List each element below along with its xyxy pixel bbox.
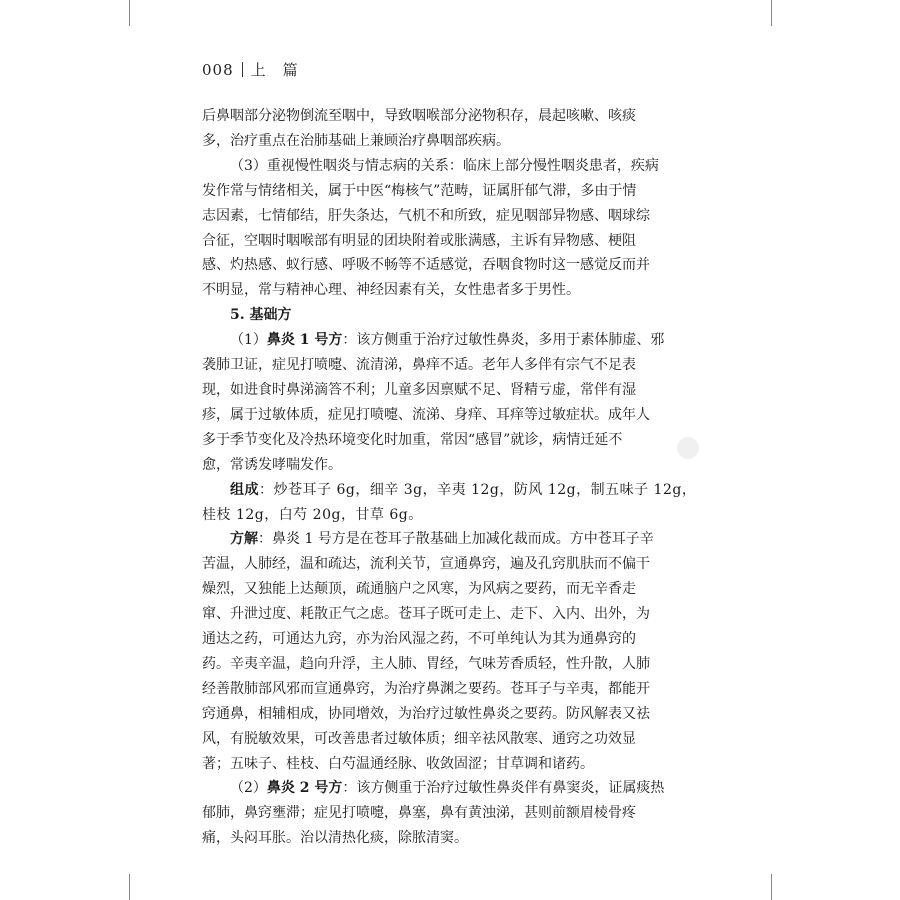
crop-mark-bottom-right	[771, 874, 772, 900]
text-line: 经善散肺部风邪而宣通鼻窍，为治疗鼻渊之要药。苍耳子与辛夷，都能开	[202, 680, 650, 697]
formula-name: 鼻炎 1 号方	[266, 332, 343, 349]
text-line: 燥烈，又独能上达颠顶，疏通脑户之风寒，为风病之要药，而无辛香走	[202, 581, 636, 598]
composition-label: 组成	[230, 481, 259, 498]
text-line: 后鼻咽部分泌物倒流至咽中，导致咽喉部分泌物积存，晨起咳嗽、咳痰	[202, 108, 636, 124]
text-line: 合征，空咽时咽喉部有明显的团块附着或胀满感，主诉有异物感、梗阻	[202, 232, 636, 249]
crop-mark-bottom-left	[129, 874, 130, 900]
text-line: 多，治疗重点在治肺基础上兼顾治疗鼻咽部疾病。	[202, 132, 510, 149]
text-line: 著；五味子、桂枝、白芍温通经脉、收敛固涩；甘草调和诸药。	[202, 755, 594, 772]
text-line: 苦温，人肺经，温和疏达，流利关节，宣通鼻窍，遍及孔窍肌肤而不偏干	[202, 556, 650, 573]
text-line: 风，有脱敏效果，可改善患者过敏体质；细辛祛风散寒、通窍之功效显	[202, 730, 636, 747]
text-line: 发作常与情绪相关，属于中医“梅核气”范畴，证属肝郁气滞，多由于情	[202, 182, 637, 199]
paragraph-composition: 组成：炒苍耳子 6g，细辛 3g，辛夷 12g，防风 12g，制五味子 12g， 桂枝 12g，白芍 20g，甘草 6g。	[202, 478, 696, 528]
text-line: 多于季节变化及冷热环境变化时加重，常因“感冒”就诊，病情迁延不	[202, 431, 623, 448]
text-line: 志因素，七情郁结，肝失条达，气机不和所致，症见咽部异物感、咽球综	[202, 207, 650, 224]
text-line: 桂枝 12g，白芍 20g，甘草 6g。	[202, 506, 423, 523]
paragraph-formula-1: （1）鼻炎 1 号方：该方侧重于治疗过敏性鼻炎，多用于素体肺虚、邪 袭肺卫证，症见打喷嚏、流清涕，鼻痒不适。老年人多伴有宗气不足表 现，如进食时鼻涕滴答不利；儿童多因禀赋不足、肾精亏虚，常伴有湿 疹，属于过敏体质，症见打喷嚏、流涕、身痒、耳痒等过敏症状。成年人 多于季节变化及冷热环境变化时加重，常因“感冒”就诊，病情迁延不 愈，常诱发哮喘发作。	[202, 328, 696, 477]
paragraph-emotion	[202, 154, 696, 303]
paragraph-formula-2: （2）鼻炎 2 号方：该方侧重于治疗过敏性鼻炎伴有鼻窦炎，证属痰热 郁肺，鼻窍壅滞；症见打喷嚏，鼻塞，鼻有黄浊涕，甚则前额眉棱骨疼 痛，头闷耳胀。治以清热化痰，除脓清窦。	[202, 776, 696, 851]
text-line: 药。辛夷辛温，趋向升浮，主人肺、胃经，气味芳香质轻，性升散，人肺	[202, 655, 650, 672]
page-number: 008	[202, 60, 234, 79]
explanation-label: 方解	[230, 531, 258, 548]
text-line: 不明显，常与精神心理、神经因素有关，女性患者多于男性。	[202, 282, 580, 299]
text-line: 感、灼热感、蚁行感、呼吸不畅等不适感觉，吞咽食物时这一感觉反而并	[202, 257, 650, 274]
page-header	[202, 59, 299, 80]
text-line: 现，如进食时鼻涕滴答不利；儿童多因禀赋不足、肾精亏虚，常伴有湿	[202, 381, 636, 398]
text-line: （3）重视慢性咽炎与情志病的关系：临床上部分慢性咽炎患者，疾病	[230, 157, 659, 174]
formula-name: 鼻炎 2 号方	[266, 780, 343, 797]
text-line: 郁肺，鼻窍壅滞；症见打喷嚏，鼻塞，鼻有黄浊涕，甚则前额眉棱骨疼	[202, 805, 636, 822]
crop-mark-top-left	[129, 0, 130, 26]
text-line: 疹，属于过敏体质，症见打喷嚏、流涕、身痒、耳痒等过敏症状。成年人	[202, 406, 650, 423]
text-line: 窍通鼻，相辅相成，协同增效，为治疗过敏性鼻炎之要药。防风解表又祛	[202, 705, 650, 722]
text-line: 窜、升泄过度、耗散正气之虑。苍耳子既可走上、走下、入内、出外，为	[202, 606, 650, 623]
paragraph-explanation: 方解：鼻炎 1 号方是在苍耳子散基础上加减化裁而成。方中苍耳子辛 苦温，人肺经，温和疏达，流利关节，宣通鼻窍，遍及孔窍肌肤而不偏干 燥烈，又独能上达颠顶，疏通脑户之风寒，为风病之要药，而无辛香走 窜、升泄过度、耗散正气之虑。苍耳子既可走上、走下、入内、出外，为 通达之药，可通达九窍，亦为治风湿之药，不可单纯认为其为通鼻窍的 药。辛夷辛温，趋向升浮，主人肺、胃经，气味芳香质轻，性升散，人肺 经善散肺部风邪而宣通鼻窍，为治疗鼻渊之要药。苍耳子与辛夷，都能开 窍通鼻，相辅相成，协同增效，为治疗过敏性鼻炎之要药。防风解表又祛 风，有脱敏效果，可改善患者过敏体质；细辛祛风散寒、通窍之功效显 著；五味子、桂枝、白芍温通经脉、收敛固涩；甘草调和诸药。	[202, 527, 696, 776]
text-line: 痛，头闷耳胀。治以清热化痰，除脓清窦。	[202, 830, 468, 847]
page-body	[202, 104, 696, 851]
text-line: 通达之药，可通达九窍，亦为治风湿之药，不可单纯认为其为通鼻窍的	[202, 631, 636, 648]
paragraph-continuation	[202, 104, 696, 154]
header-divider	[242, 62, 243, 77]
crop-mark-top-right	[771, 0, 772, 26]
text-line: 愈，常诱发哮喘发作。	[202, 456, 342, 473]
section-heading: 5. 基础方	[230, 307, 292, 324]
section-title: 上 篇	[250, 61, 299, 79]
text-line: 袭肺卫证，症见打喷嚏、流清涕，鼻痒不适。老年人多伴有宗气不足表	[202, 357, 636, 374]
